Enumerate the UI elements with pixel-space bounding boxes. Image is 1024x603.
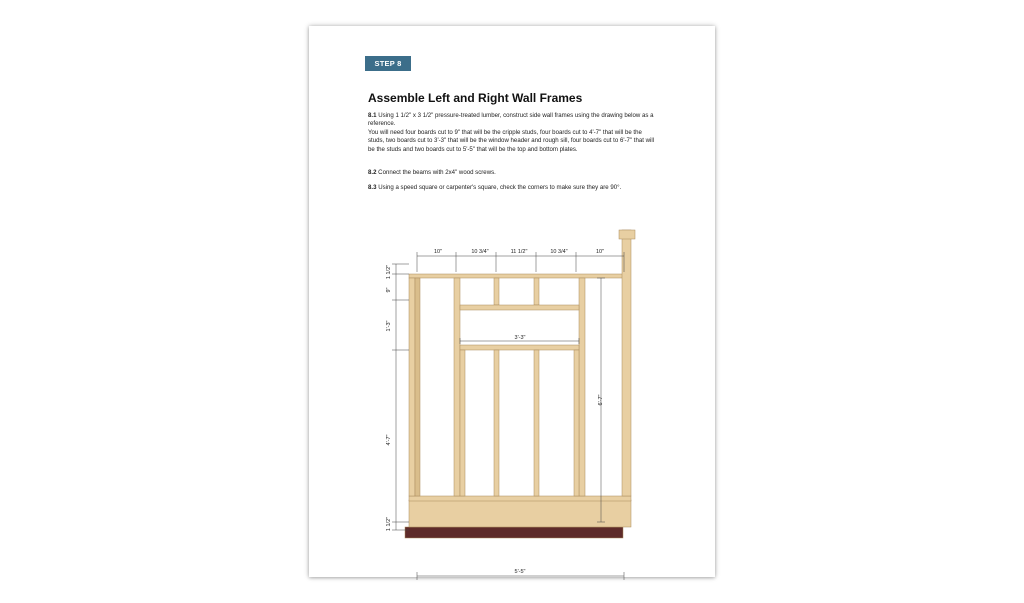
step-badge-label: STEP 8	[374, 59, 402, 68]
instruction-8-3	[368, 184, 658, 192]
instruction-text: Using 1 1/2" x 3 1/2" pressure-treated lumber, construct side wall frames using the drawing below as a reference.	[368, 112, 654, 128]
stud	[494, 350, 499, 496]
instruction-text: Connect the beams with 2x4" wood screws.	[376, 169, 496, 176]
dim-label-top: 11 1/2"	[510, 249, 528, 255]
top-plate	[409, 274, 623, 278]
cripple-stud	[534, 278, 539, 305]
right-post	[622, 230, 631, 496]
step-number: 8.3	[368, 184, 377, 191]
step-number: 8.1	[368, 112, 377, 119]
dim-label-left: 1 1/2"	[386, 516, 392, 532]
step-number: 8.2	[368, 169, 377, 176]
dim-label-bottom: 5'-5"	[514, 569, 526, 575]
base-beam	[405, 527, 623, 538]
instruction-text: You will need four boards cut to 9" that will be the cripple studs, four boards cut to 4'-7" that will be the studs, two boards cut to 3'-3" that will be the window header and rough sill, four boards cut to 6'-7" that will be the studs and two boards cut to 5'-5" that will be the top and bottom plates.	[368, 128, 655, 153]
dim-label-left: 9"	[386, 287, 392, 293]
instruction-8-1	[368, 112, 658, 154]
page-title: Assemble Left and Right Wall Frames	[368, 91, 583, 105]
document-page	[309, 26, 715, 577]
stud	[534, 350, 539, 496]
king-stud-left	[454, 278, 460, 496]
step-badge	[365, 56, 411, 71]
king-stud-right	[579, 278, 585, 496]
window-header	[460, 305, 579, 310]
jack-stud	[460, 350, 465, 496]
left-stud-inner	[415, 278, 420, 496]
dim-label-header: 3'-3"	[514, 335, 526, 341]
dim-label-top: 10"	[595, 249, 605, 255]
wall-frame-drawing	[369, 200, 659, 580]
dim-label-left: 1'-3"	[386, 320, 392, 332]
instruction-text: Using a speed square or carpenter's square, check the corners to make sure they are 90°.	[378, 184, 622, 191]
rough-sill	[460, 345, 579, 350]
cripple-stud	[494, 278, 499, 305]
dim-label-top: 10 3/4"	[471, 249, 489, 255]
bottom-block	[409, 500, 631, 527]
bottom-plate	[409, 496, 631, 501]
left-stud-outer	[409, 278, 415, 496]
dim-label-stud: 6'-7"	[598, 394, 604, 406]
dim-label-left: 4'-7"	[386, 434, 392, 446]
dim-label-left: 1 1/2"	[386, 264, 392, 280]
wall-frame	[405, 230, 635, 538]
jack-stud	[574, 350, 579, 496]
instruction-8-2	[368, 169, 658, 177]
right-post-cap	[619, 230, 635, 239]
dim-label-top: 10 3/4"	[550, 249, 568, 255]
dim-label-top: 10"	[433, 249, 443, 255]
